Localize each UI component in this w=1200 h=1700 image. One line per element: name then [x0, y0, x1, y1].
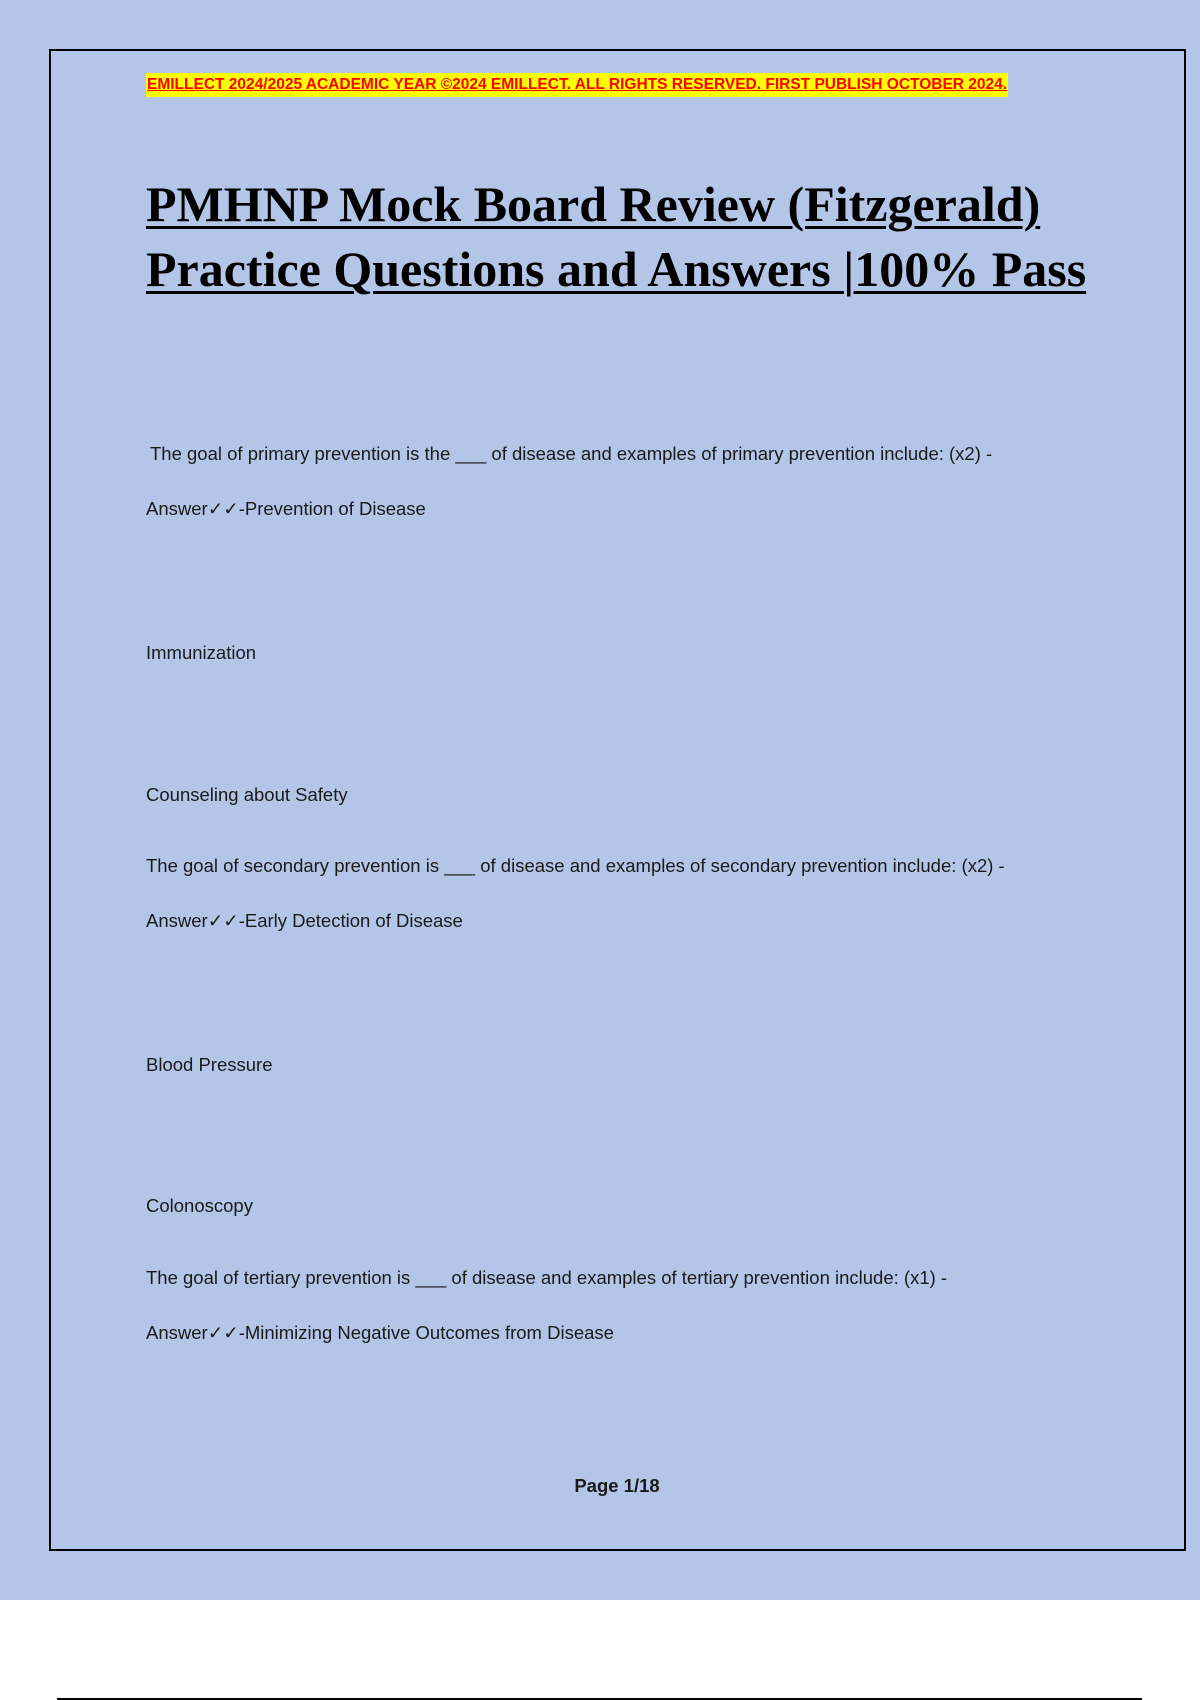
page-number: Page 1/18: [574, 1475, 660, 1496]
answer-tertiary-prevention: Answer✓✓-Minimizing Negative Outcomes from Disease: [146, 1322, 614, 1343]
question-secondary-prevention: The goal of secondary prevention is ___ of disease and examples of secondary prevention include: (x2) -: [146, 855, 1005, 876]
example-blood-pressure: Blood Pressure: [146, 1054, 273, 1075]
example-immunization: Immunization: [146, 642, 257, 663]
document-title: PMHNP Mock Board Review (Fitzgerald) Practice Questions and Answers |100% Pass: [146, 176, 1087, 297]
example-colonoscopy: Colonoscopy: [146, 1195, 253, 1216]
example-counseling-safety: Counseling about Safety: [146, 784, 348, 805]
copyright-banner: EMILLECT 2024/2025 ACADEMIC YEAR ©2024 EMILLECT. ALL RIGHTS RESERVED. FIRST PUBLISH OCTOBER 2024.: [146, 73, 1008, 97]
question-primary-prevention: The goal of primary prevention is the ___ of disease and examples of primary prevention include: (x2) -: [150, 443, 993, 464]
answer-secondary-prevention: Answer✓✓-Early Detection of Disease: [146, 910, 463, 931]
answer-primary-prevention: Answer✓✓-Prevention of Disease: [146, 498, 426, 519]
question-tertiary-prevention: The goal of tertiary prevention is ___ of disease and examples of tertiary prevention include: (x1) -: [146, 1267, 948, 1288]
